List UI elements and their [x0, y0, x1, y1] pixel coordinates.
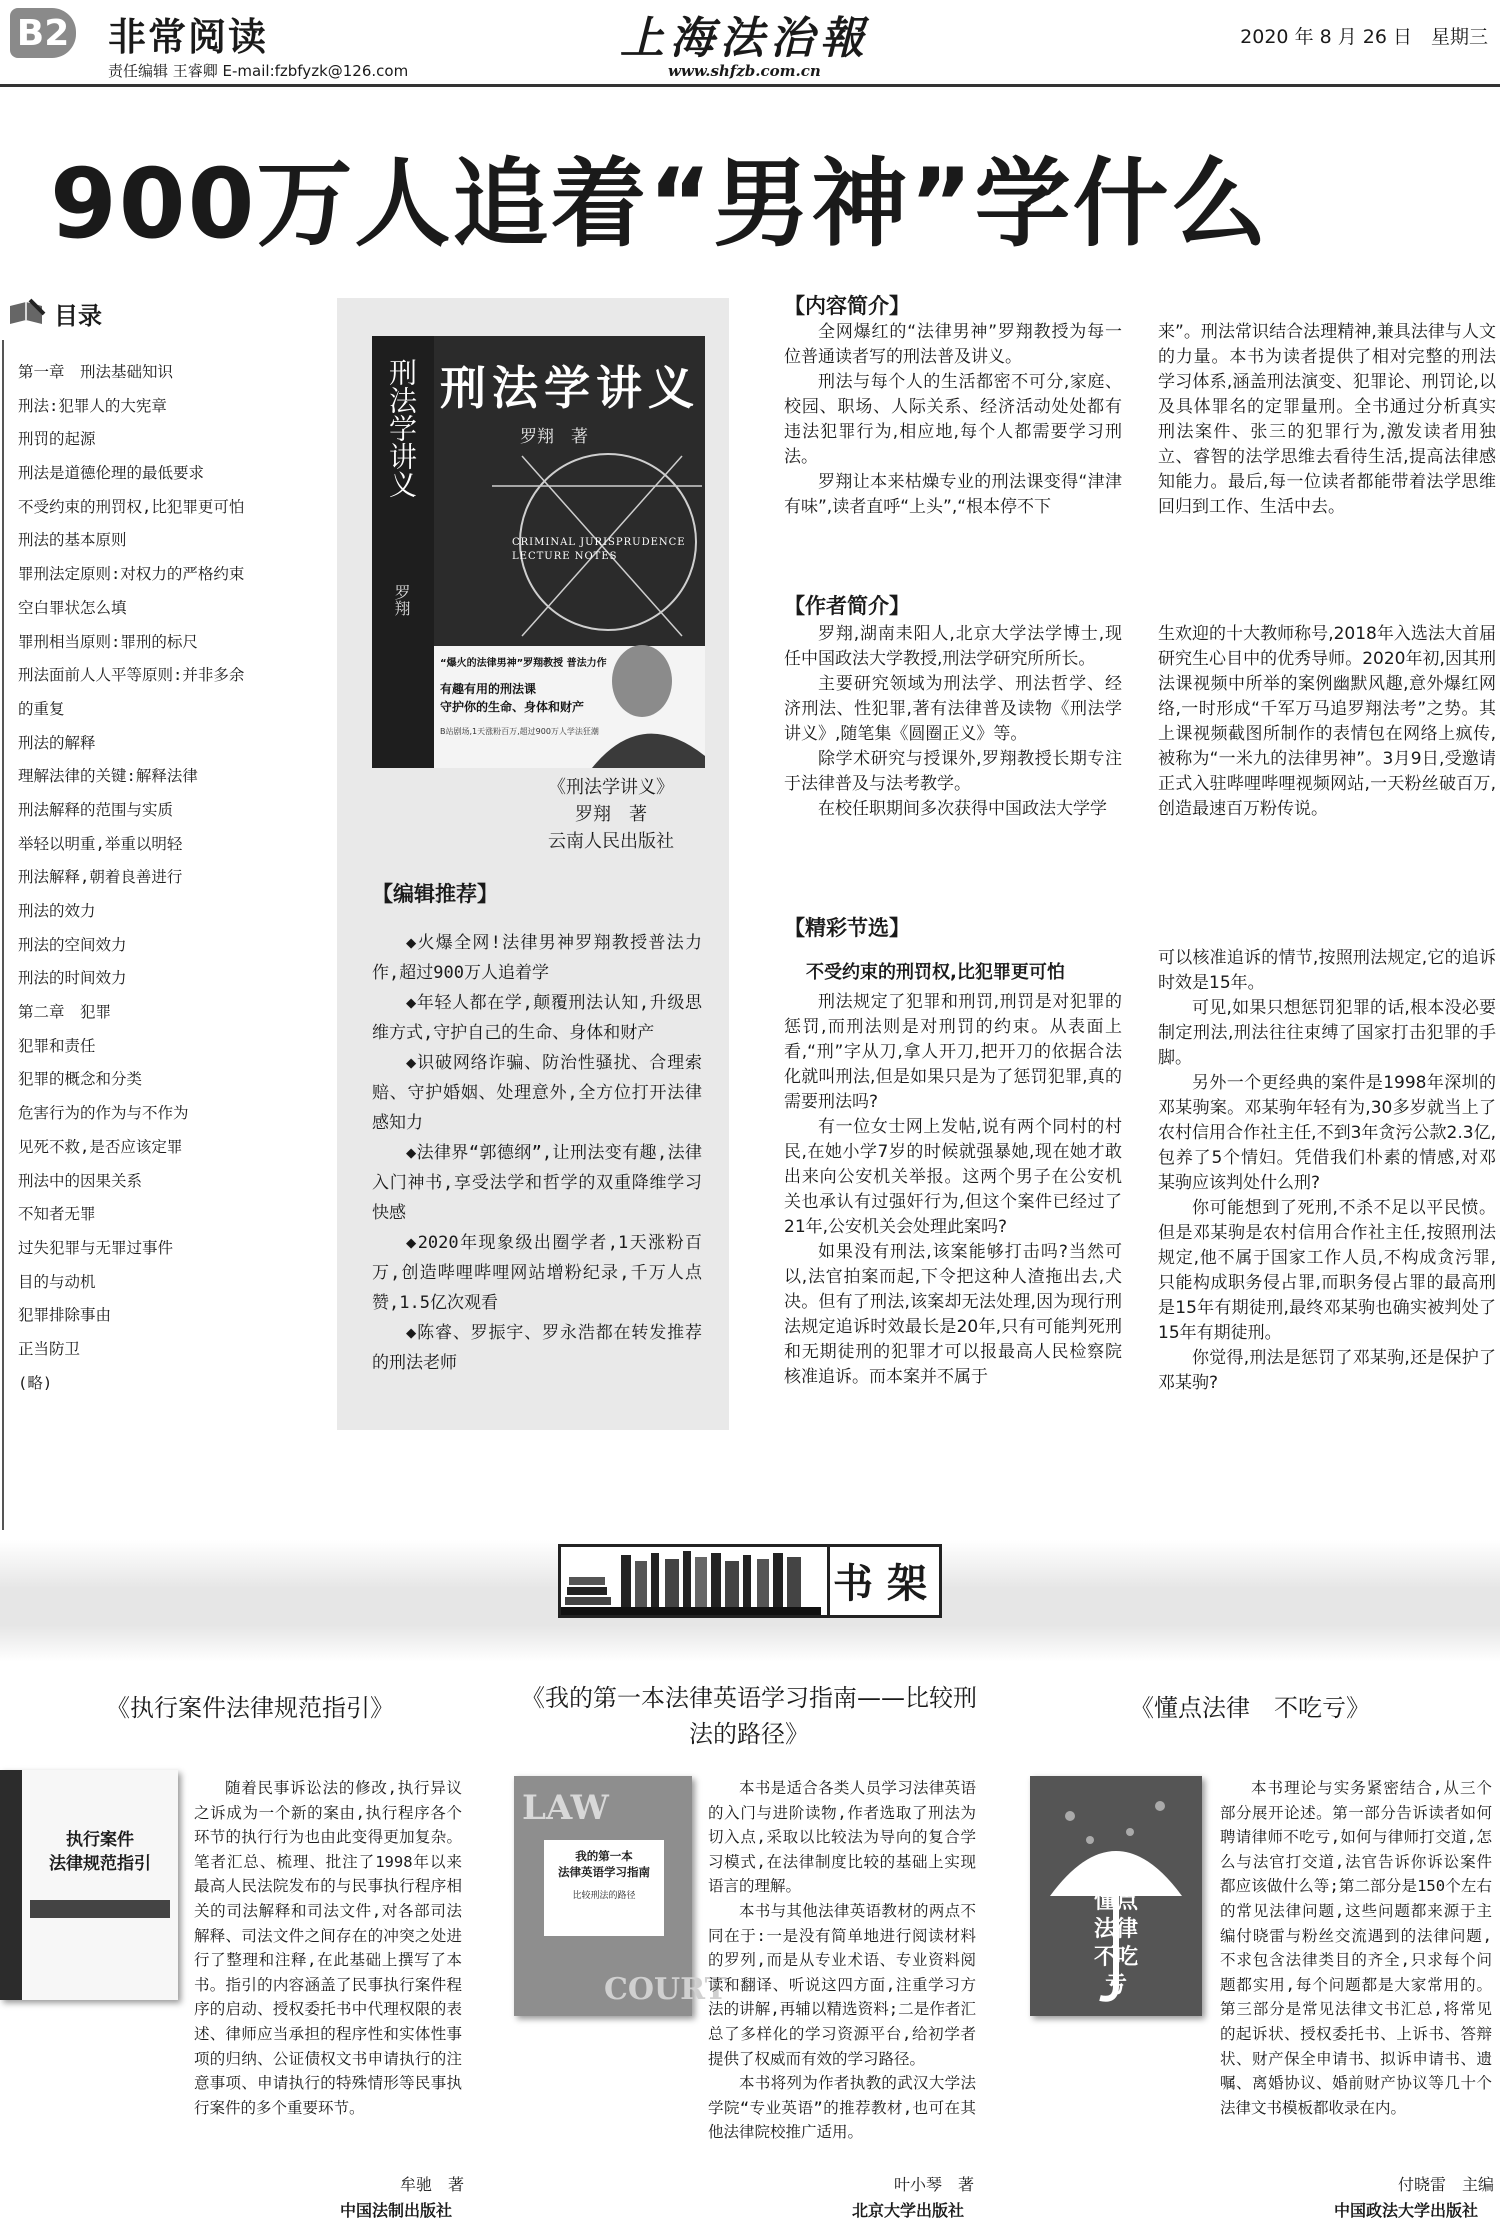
paragraph: 全网爆红的“法律男神”罗翔教授为每一位普通读者写的刑法普及讲义。	[784, 322, 1122, 367]
book2-description	[708, 1776, 976, 2145]
editor-rec-heading: 【编辑推荐】	[372, 882, 498, 906]
toc-item: 刑罚的起源	[18, 430, 96, 449]
book2-cover-deco2: COURT	[604, 1972, 727, 2007]
paragraph: 本书是适合各类人员学习法律英语的入门与进阶读物,作者选取了刑法为切入点,采取以比较法为导向的复合学习模式,在法律制度比较的基础上实现语言的理解。	[708, 1779, 976, 1896]
book3-author: 付晓雷 主编	[1397, 2175, 1494, 2194]
toc-item: 刑法:犯罪人的大宪章	[18, 396, 167, 415]
cover-spine-author: 罗翔	[392, 584, 411, 616]
toc-item: 第一章 刑法基础知识	[18, 363, 174, 381]
editor-credit: 责任编辑 王睿卿 E-mail:fzbfyzk@126.com	[108, 62, 409, 80]
cover-author: 罗翔 著	[520, 427, 588, 447]
header-divider	[0, 84, 1500, 87]
toc-item: 刑法的效力	[18, 902, 96, 920]
toc-item: 空白罪状怎么填	[18, 598, 127, 617]
toc-item: (略)	[18, 1373, 53, 1392]
book3-cover	[1030, 1776, 1202, 2016]
toc-item: 刑法面前人人平等原则:并非多余	[18, 666, 245, 685]
book2-title: 《我的第一本法律英语学习指南——比较刑法的路径》	[521, 1684, 977, 1748]
paragraph: 本书将列为作者执教的武汉大学法学院“专业英语”的推荐教材,也可在其他法律院校推广适用。	[708, 2074, 976, 2142]
cover-slogan-2: 守护你的生命、身体和财产	[440, 700, 585, 714]
excerpt-col2	[1158, 946, 1496, 1396]
paragraph: 来”。刑法常识结合法理精神,兼具法律与人文的力量。本书为读者提供了相对完整的刑法学习体系,涵盖刑法演变、犯罪论、刑罚论,以及具体罪名的定罪量刑。全书通过分析真实刑法案件、张三的犯罪行为,激发读者用独立、睿智的法学思维去看待生活,提高法律感知能力。最后,每一位读者都能带着法学思维回归到工作、生活中去。	[1158, 322, 1496, 517]
paragraph: 本书理论与实务紧密结合,从三个部分展开论述。第一部分告诉读者如何聘请律师不吃亏,如何与律师打交道,怎么与法官打交道,法官告诉你诉讼案件都应该做什么等;第二部分是150个左右的常见法律问题,这些问题都来源于主编付晓雷与粉丝交流遇到的法律问题,不求包含法律类目的齐全,只求每个问题都实用,每个问题都是大家常用的。第三部分是常见法律文书汇总,将常见的起诉状、授权委托书、上诉书、答辩状、财产保全申请书、拟诉申请书、遗嘱、离婚协议、婚前财产协议等几十个法律文书模板都收录在内。	[1220, 1779, 1492, 2117]
paragraph: 生欢迎的十大教师称号,2018年入选法大首届研究生心目中的优秀导师。2020年初,因其刑法课视频中所举的案例幽默风趣,意外爆红网络,一时形成“千军万马追罗翔法考”之势。其上课视频截图所制作的表情包在网络上疯传,被称为“一米九的法律男神”。3月9日,受邀请正式入驻哔哩哔哩视频网站,一天粉丝破百万,创造最速百万粉传说。	[1158, 624, 1496, 819]
book1-author: 牟驰 著	[399, 2175, 464, 2194]
toc-item: 正当防卫	[18, 1339, 81, 1358]
excerpt-heading: 【精彩节选】	[784, 916, 910, 940]
paragraph: 随着民事诉讼法的修改,执行异议之诉成为一个新的案由,执行程序各个环节的执行行为也由此变得更加复杂。笔者汇总、梳理、批注了1998年以来最高人民法院发布的与民事执行程序相关的司法解释和司法文件,对各部司法解释、司法文件之间存在的冲突之处进行了整理和注释,在此基础上撰写了本书。指引的内容涵盖了民事执行案件程序的启动、授权委托书中代理权限的表述、律师应当承担的程序性和实体性事项的归纳、公证债权文书申请执行的注意事项、申请执行的特殊情形等民事执行案件的多个重要环节。	[194, 1779, 462, 2117]
book3-publisher: 中国政法大学出版社	[1334, 2201, 1479, 2220]
paragraph: 你觉得,刑法是惩罚了邓某驹,还是保护了邓某驹?	[1158, 1348, 1496, 1393]
paragraph: 有一位女士网上发帖,说有两个同村的村民,在她小学7岁的时候就强暴她,现在她才敢出来向公安机关举报。这两个男子在公安机关也承认有过强奸行为,但这个案件已经过了21年,公安机关会处理此案吗?	[784, 1117, 1122, 1237]
paragraph: 可以核准追诉的情节,按照刑法规定,它的追诉时效是15年。	[1158, 948, 1496, 993]
book1-cover-title: 执行案件 法律规范指引	[49, 1830, 151, 1874]
book1-cover	[0, 1770, 178, 2000]
book2-author: 叶小琴 著	[893, 2175, 974, 2194]
paragraph: 罗翔,湖南耒阳人,北京大学法学博士,现任中国政法大学教授,刑法学研究所所长。	[784, 624, 1122, 669]
toc-item: 刑法中的因果关系	[18, 1171, 143, 1190]
cover-english-title: CRIMINAL JURISPRUDENCE LECTURE NOTES	[512, 537, 686, 562]
toc-item: 刑法是道德伦理的最低要求	[18, 464, 205, 483]
toc-item: 过失犯罪与无罪过事件	[18, 1238, 174, 1257]
toc-item: 罪刑法定原则:对权力的严格约束	[18, 565, 245, 584]
paragraph: 本书与其他法律英语教材的两点不同在于:一是没有简单地进行阅读材料的罗列,而是从专业术语、专业资料阅读和翻译、听说这四方面,注重学习方法的讲解,再辅以精选资料;二是作者汇总了多样化的学习资源平台,给初学者提供了权威而有效的学习路径。	[708, 1901, 976, 2068]
site-url: www.shfzb.com.cn	[668, 62, 821, 80]
toc-item: 刑法解释的范围与实质	[18, 800, 174, 819]
toc-title: 目录	[54, 302, 102, 330]
toc-heading	[8, 296, 102, 331]
bookshelf-icon	[561, 1547, 821, 1615]
toc-item: 理解法律的关键:解释法律	[18, 767, 198, 786]
caption-publisher: 云南人民出版社	[548, 831, 674, 852]
toc-item: 见死不救,是否应该定罪	[18, 1137, 183, 1156]
content-intro-col2	[1158, 320, 1496, 520]
paragraph: 刑法规定了犯罪和刑罚,刑罚是对犯罪的惩罚,而刑法则是对刑罚的约束。从表面上看,“刑”字从刀,拿人开刀,把开刀的依据合法化就叫刑法,但是如果只是为了惩罚犯罪,真的需要刑法吗?	[784, 992, 1122, 1112]
toc-item: 刑法的时间效力	[18, 969, 127, 988]
toc-item: 刑法的空间效力	[18, 935, 127, 954]
issue-date: 2020 年 8 月 26 日 星期三	[1240, 26, 1488, 48]
toc-item: 危害行为的作为与不作为	[18, 1104, 189, 1123]
author-intro-col1	[784, 622, 1122, 822]
book3-description	[1220, 1776, 1492, 2120]
book3-title: 《懂点法律 不吃亏》	[1130, 1694, 1370, 1722]
paragraph: 刑法与每个人的生活都密不可分,家庭、校园、职场、人际关系、经济活动处处都有违法犯罪行为,相应地,每个人都需要学习刑法。	[784, 372, 1122, 467]
author-intro-col2	[1158, 622, 1496, 822]
book1-cover-band	[30, 1900, 170, 1918]
toc-item: 刑法的解释	[18, 733, 96, 752]
book1-title: 《执行案件法律规范指引》	[106, 1694, 394, 1722]
section-title: 非常阅读	[108, 15, 269, 59]
paragraph: 你可能想到了死刑,不杀不足以平民愤。但是邓某驹是农村信用合作社主任,按照刑法规定,他不属于国家工作人员,不构成贪污罪,只能构成职务侵占罪,而职务侵占罪的最高刑是15年有期徒刑,最终邓某驹也确实被判处了15年有期徒刑。	[1158, 1198, 1496, 1343]
banner-divider	[827, 1547, 830, 1615]
caption-title: 《刑法学讲义》	[548, 777, 674, 798]
toc-item: 的重复	[18, 699, 65, 718]
paragraph: ◆陈睿、罗振宇、罗永浩都在转发推荐的刑法老师	[372, 1323, 702, 1373]
book-pen-icon	[8, 298, 48, 330]
paragraph: 除学术研究与授课外,罗翔教授长期专注于法律普及与法考教学。	[784, 749, 1122, 794]
book3-cover-title: 懂点法律 不吃亏	[1093, 1889, 1138, 1998]
book2-cover-sub: 比较刑法的路径	[572, 1891, 636, 1901]
book-cover-xingfa	[372, 336, 705, 768]
cover-tagline: “爆火的法律男神”罗翔教授 普法力作	[440, 658, 607, 669]
paragraph: 罗翔让本来枯燥专业的刑法课变得“津津有味”,读者直呼“上头”,“根本停不下	[784, 472, 1122, 517]
book2-publisher: 北京大学出版社	[852, 2201, 965, 2220]
excerpt-title: 不受约束的刑罚权,比犯罪更可怕	[806, 962, 1065, 983]
author-intro-heading: 【作者简介】	[784, 594, 910, 618]
toc-item: 罪刑相当原则:罪刑的标尺	[18, 632, 198, 651]
book-caption	[548, 774, 674, 855]
toc-item: 犯罪的概念和分类	[18, 1070, 143, 1089]
cover-stats: B站剧场,1天涨粉百万,超过900万人学法狂潮	[440, 727, 599, 736]
caption-author: 罗翔 著	[575, 804, 647, 825]
book1-description	[194, 1776, 462, 2120]
paragraph: 另外一个更经典的案件是1998年深圳的邓某驹案。邓某驹年轻有为,30多岁就当上了农村信用合作社主任,不到3年贪污公款2.3亿,包养了5个情妇。凭借我们朴素的情感,对邓某驹应该判处什么刑?	[1158, 1073, 1496, 1193]
book2-cover-title: 我的第一本 法律英语学习指南	[558, 1849, 650, 1879]
toc-item: 不受约束的刑罚权,比犯罪更可怕	[18, 497, 245, 516]
toc-item: 犯罪和责任	[18, 1036, 96, 1055]
toc-item: 第二章 犯罪	[18, 1003, 112, 1022]
toc-item: 犯罪排除事由	[18, 1306, 112, 1325]
paragraph: 如果没有刑法,该案能够打击吗?当然可以,法官拍案而起,下令把这种人渣拖出去,犬决。但有了刑法,该案却无法处理,因为现行刑法规定追诉时效最长是20年,只有可能判死刑和无期徒刑的犯罪才可以报最高人民检察院核准追诉。而本案并不属于	[784, 1242, 1122, 1387]
book1-cover-spine	[0, 1770, 22, 2000]
content-intro-col1	[784, 320, 1122, 520]
paragraph: 在校任职期间多次获得中国政法大学学	[818, 799, 1107, 819]
cover-spine-title: 刑法学讲义	[385, 358, 418, 498]
cover-slogan-1: 有趣有用的刑法课	[440, 682, 537, 696]
toc-item: 目的与动机	[18, 1272, 96, 1291]
editor-rec-body	[372, 928, 702, 1378]
paragraph: 可见,如果只想惩罚犯罪的话,根本没必要制定刑法,刑法往往束缚了国家打击犯罪的手脚。	[1158, 998, 1496, 1068]
paragraph: ◆年轻人都在学,颠覆刑法认知,升级思维方式,守护自己的生命、身体和财产	[372, 993, 702, 1043]
book1-publisher: 中国法制出版社	[340, 2201, 453, 2220]
page-headline: 900万人追着“男神”学什么	[50, 148, 1269, 260]
cover-title: 刑法学讲义	[440, 361, 700, 415]
toc-item: 举轻以明重,举重以明轻	[18, 834, 183, 853]
toc-item: 刑法的基本原则	[18, 531, 127, 550]
book2-cover	[514, 1776, 727, 2016]
toc-rule	[2, 340, 4, 1530]
toc-list	[18, 356, 318, 1400]
excerpt-col1	[784, 990, 1122, 1390]
newspaper-masthead: 上海法治報	[620, 13, 870, 64]
paragraph: ◆2020年现象级出圈学者,1天涨粉百万,创造哔哩哔哩网站增粉纪录,千万人点赞,1.5亿次观看	[372, 1233, 702, 1313]
content-intro-heading: 【内容简介】	[784, 294, 910, 318]
paragraph: ◆识破网络诈骗、防治性骚扰、合理索赔、守护婚姻、处理意外,全方位打开法律感知力	[372, 1053, 702, 1133]
book2-cover-deco: LAW	[522, 1788, 609, 1828]
paragraph: ◆法律界“郭德纲”,让刑法变有趣,法律入门神书,享受法学和哲学的双重降维学习快感	[372, 1143, 702, 1223]
page-number: B2	[10, 8, 76, 58]
paragraph: ◆火爆全网!法律男神罗翔教授普法力作,超过900万人追着学	[372, 933, 702, 983]
toc-item: 刑法解释,朝着良善进行	[18, 868, 183, 887]
toc-item: 不知者无罪	[18, 1205, 96, 1224]
bookshelf-label: 书架	[833, 1561, 941, 1607]
paragraph: 主要研究领域为刑法学、刑法哲学、经济刑法、性犯罪,著有法律普及读物《刑法学讲义》,随笔集《圆圈正义》等。	[784, 674, 1122, 744]
